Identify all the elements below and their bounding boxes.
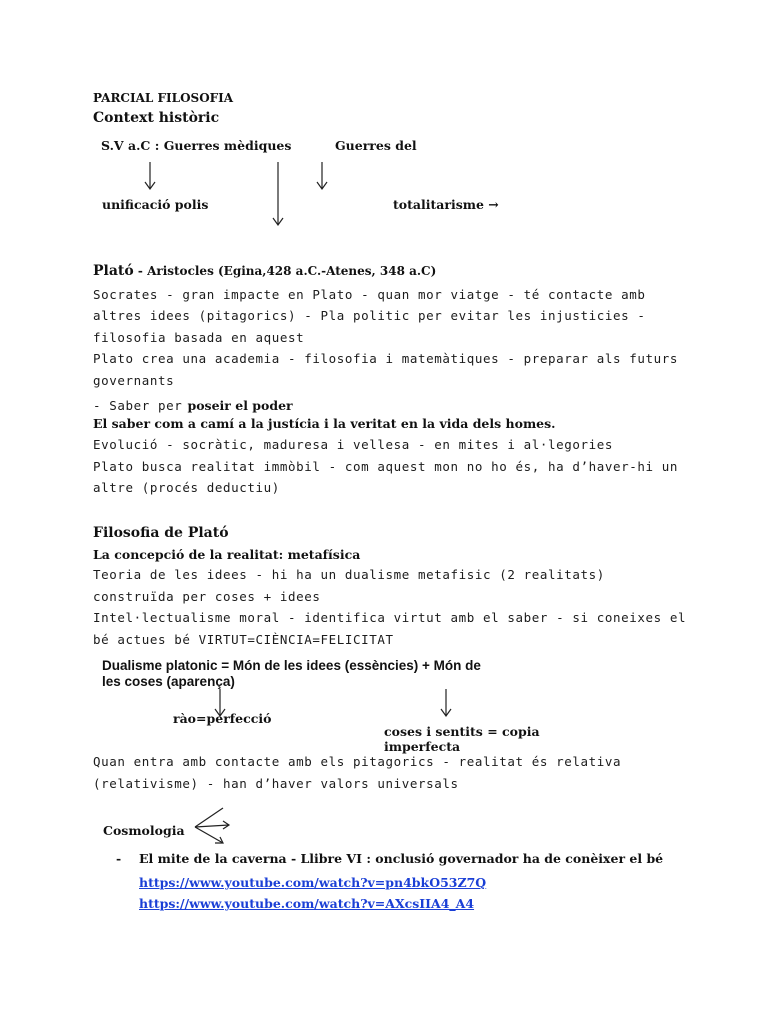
filosofia-line: construïda per coses + idees xyxy=(93,589,321,604)
plato-name: Plató xyxy=(93,263,134,279)
rao-perfeccio-label: rào=perfecció xyxy=(173,711,272,726)
justicia-line: El saber com a camí a la justícia i la veritat en la vida dels homes. xyxy=(93,416,556,431)
context-line1-right: Guerres del xyxy=(335,138,417,153)
dualisme-line1: Dualisme platonic = Món de les idees (essències) + Món de xyxy=(102,658,481,673)
plato-heading xyxy=(93,263,436,279)
saber-line xyxy=(93,395,293,414)
plato-line: governants xyxy=(93,373,175,388)
context-heading: Context històric xyxy=(93,110,220,126)
filosofia-line: bé actues bé VIRTUT=CIÈNCIA=FELICITAT xyxy=(93,632,394,647)
plato-line: altre (procés deductiu) xyxy=(93,480,280,495)
youtube-link-2[interactable]: https://www.youtube.com/watch?v=AXcsIIA4_A4 xyxy=(139,896,475,911)
cosmologia-label: Cosmologia xyxy=(103,823,185,838)
pitagorics-line: (relativisme) - han d’haver valors universals xyxy=(93,776,459,791)
plato-dates: - Aristocles (Egina,428 a.C.-Atenes, 348 a.C) xyxy=(133,264,437,278)
context-line2-left: unificació polis xyxy=(102,197,209,212)
plato-line: Evolució - socràtic, maduresa i vellesa - en mites i al·legories xyxy=(93,437,614,452)
dualisme-line2: les coses (aparença) xyxy=(102,674,235,689)
saber-suffix: poseir el poder xyxy=(187,398,293,413)
arrow-down-icon xyxy=(440,689,452,717)
bullet-marker: - xyxy=(116,851,122,866)
plato-line: Socrates - gran impacte en Plato - quan mor viatge - té contacte amb xyxy=(93,287,646,302)
context-line1-left: S.V a.C : Guerres mèdiques xyxy=(101,138,292,153)
filosofia-line: Teoria de les idees - hi ha un dualisme metafisic (2 realitats) xyxy=(93,567,605,582)
caverna-item: El mite de la caverna - Llibre VI : onclusió governador ha de conèixer el bé xyxy=(139,851,664,866)
imperfecta-label: imperfecta xyxy=(384,739,461,754)
doc-title: PARCIAL FILOSOFIA xyxy=(93,91,234,105)
metafisica-subheading: La concepció de la realitat: metafísica xyxy=(93,547,361,562)
youtube-link-1[interactable]: https://www.youtube.com/watch?v=pn4bkO53Z7Q xyxy=(139,875,487,890)
plato-line: Plato busca realitat immòbil - com aquest mon no ho és, ha d’haver-hi un xyxy=(93,459,679,474)
saber-prefix: - Saber per xyxy=(93,398,183,413)
filosofia-line: Intel·lectualisme moral - identifica virtut amb el saber - si coneixes el xyxy=(93,610,687,625)
pitagorics-line: Quan entra amb contacte amb els pitagorics - realitat és relativa xyxy=(93,754,622,769)
plato-line: Plato crea una academia - filosofia i matemàtiques - preparar als futurs xyxy=(93,351,679,366)
plato-line: altres idees (pitagorics) - Pla politic per evitar les injusticies - xyxy=(93,308,646,323)
copia-label: coses i sentits = copia xyxy=(384,724,540,739)
arrow-down-icon xyxy=(316,162,328,190)
plato-line: filosofia basada en aquest xyxy=(93,330,305,345)
branch-arrows-icon xyxy=(193,806,235,846)
arrow-down-icon xyxy=(144,162,156,190)
context-line2-right: totalitarisme → xyxy=(393,197,499,212)
filosofia-heading: Filosofia de Plató xyxy=(93,525,229,541)
arrow-down-icon xyxy=(272,162,284,226)
